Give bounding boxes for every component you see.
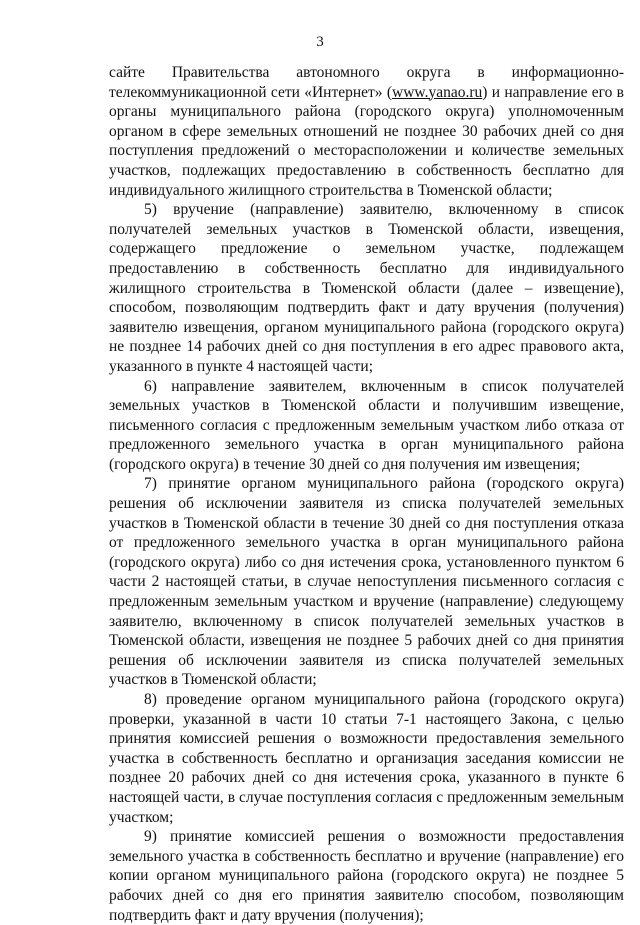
paragraph-item-8: 8) проведение органом муниципального района (городского округа) проверки, указанной в части 10 статьи 7-1 настоящего Закона, с целью принятия комиссией решения о возможности предоставления земельного участка в собственность бесплатно и организация заседания комиссии не позднее 20 рабочих дней со дня истечения срока, указанного в пункте 6 настоящей части, в случае поступления согласия с предложенным земельным участком; (109, 691, 624, 826)
paragraph-item-6: 6) направление заявителем, включенным в список получателей земельных участков в Тюменской области и получившим извещение, письменного согласия с предложенным земельным участком либо отказа от предложенного земельного участка в орган муниципального района (городского округа) в течение 30 дней со дня получения им извещения; (109, 377, 624, 473)
paragraph-continuation (109, 63, 624, 200)
website-link[interactable]: www.yanao.ru (392, 83, 483, 101)
document-body (109, 63, 624, 925)
paragraph-text: ) и направление его в органы муниципального района (городского округа) уполномоченным органом в сфере земельных отношений не позднее 30 рабочих дней со дня поступления предложений о месторасположении и количестве земельных участков, подлежащих предоставлению в собственность бесплатно для индивидуального жилищного строительства в Тюменской области; (109, 83, 624, 199)
paragraph-item-5: 5) вручение (направление) заявителю, включенному в список получателей земельных участков в Тюменской области, извещения, содержащего предложение о земельном участке, подлежащем предоставлению в собственность бесплатно для индивидуального жилищного строительства в Тюменской области (далее – извещение), способом, позволяющим подтвердить факт и дату вручения (получения) заявителю извещения, органом муниципального района (городского округа) не позднее 14 рабочих дней со дня поступления в его адрес правового акта, указанного в пункте 4 настоящей части; (109, 201, 624, 375)
paragraph-text: сайте Правительства автономного округа в информационно-телекоммуникационной сети «Интернет» ( (109, 64, 624, 101)
page-number: 3 (316, 34, 324, 50)
paragraph-item-7: 7) принятие органом муниципального района (городского округа) решения об исключении заявителя из списка получателей земельных участков в Тюменской области в течение 30 дней со дня поступления отказа от предложенного земельного участка в орган муниципального района (городского округа) либо со дня истечения срока, установленного пунктом 6 части 2 настоящей статьи, в случае непоступления письменного согласия с предложенным земельным участком и вручение (направление) следующему заявителю, включенному в список получателей земельных участков в Тюменской области, извещения не позднее 5 рабочих дней со дня принятия решения об исключении заявителя из списка получателей земельных участков в Тюменской области; (109, 475, 624, 689)
paragraph-item-9: 9) принятие комиссией решения о возможности предоставления земельного участка в собственность бесплатно и вручение (направление) его копии органом муниципального района (городского округа) не позднее 5 рабочих дней со дня его принятия заявителю способом, позволяющим подтвердить факт и дату вручения (получения); (109, 828, 624, 924)
